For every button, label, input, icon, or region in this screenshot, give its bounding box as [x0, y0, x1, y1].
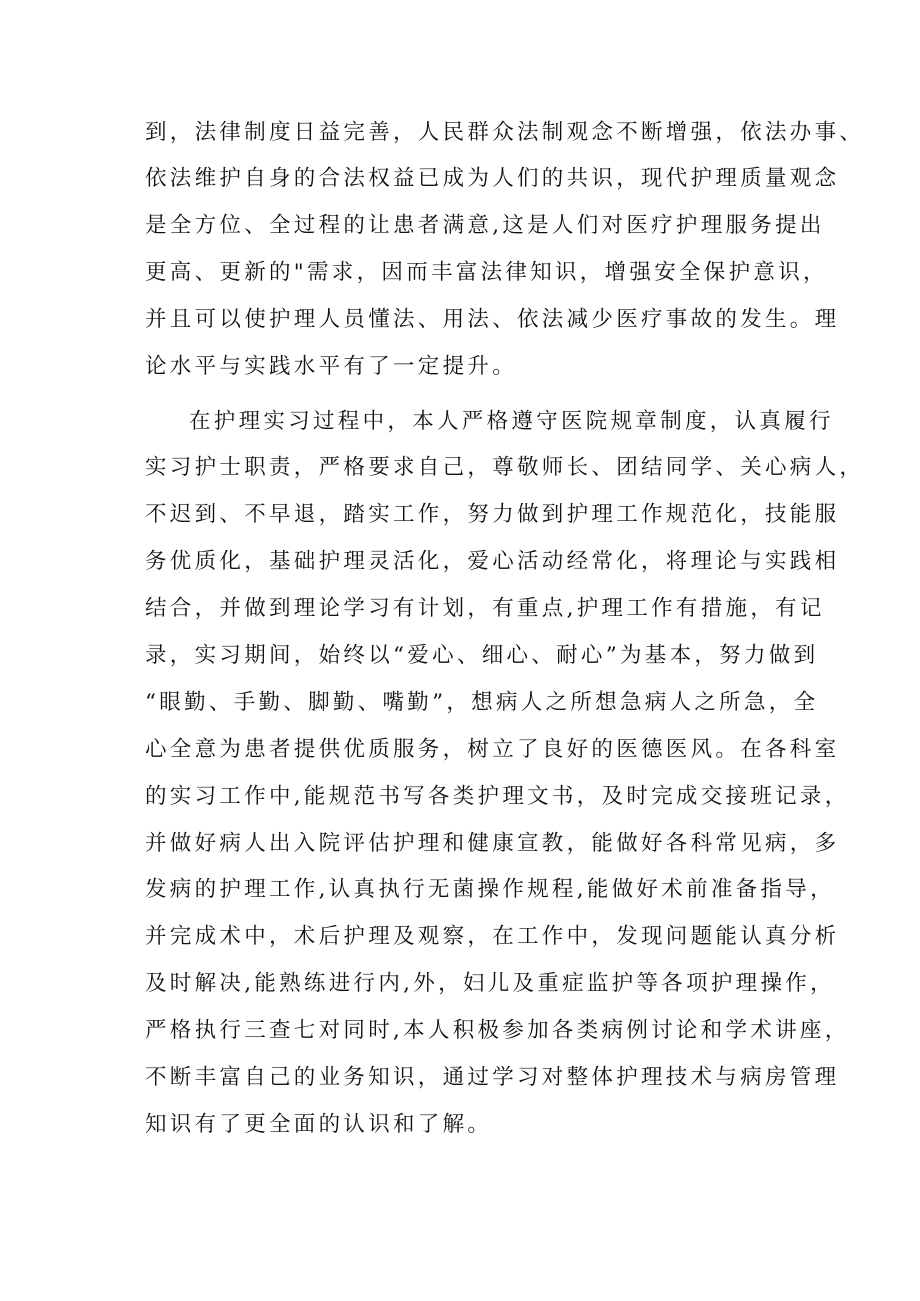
text-line: 论水平与实践水平有了一定提升。: [145, 354, 518, 379]
text-line: 并做好病人出入院评估护理和健康宣教，能做好各科常见病，多: [145, 831, 840, 856]
text-line: 心全意为患者提供优质服务，树立了良好的医德医风。在各科室: [145, 737, 840, 762]
text-line: 结合，并做到理论学习有计划，有重点,护理工作有措施，有记: [145, 596, 825, 621]
text-line: 到，法律制度日益完善，人民群众法制观念不断增强，依法办事、: [145, 120, 865, 145]
text-line: 并且可以使护理人员懂法、用法、依法减少医疗事故的发生。理: [145, 307, 840, 332]
text-line: 不断丰富自己的业务知识，通过学习对整体护理技术与病房管理: [145, 1065, 840, 1090]
text-line: 不迟到、不早退，踏实工作，努力做到护理工作规范化，技能服: [145, 502, 840, 527]
text-line: 严格执行三查七对同时,本人积极参加各类病例讨论和学术讲座，: [145, 1018, 850, 1043]
text-line: 并完成术中，术后护理及观察，在工作中，发现问题能认真分析: [145, 924, 840, 949]
text-line: 知识有了更全面的认识和了解。: [145, 1112, 493, 1137]
text-line: 务优质化，基础护理灵活化，爱心活动经常化，将理论与实践相: [145, 549, 840, 574]
text-line: 的实习工作中,能规范书写各类护理文书，及时完成交接班记录，: [145, 784, 850, 809]
text-line: 依法维护自身的合法权益已成为人们的共识，现代护理质量观念: [145, 166, 840, 191]
text-line: “眼勤、手勤、脚勤、嘴勤”，想病人之所想急病人之所急，全: [145, 690, 819, 715]
text-line: 发病的护理工作,认真执行无菌操作规程,能做好术前准备指导，: [145, 877, 835, 902]
text-line: 及时解决,能熟练进行内,外，妇儿及重症监护等各项护理操作，: [145, 971, 835, 996]
text-line: 更高、更新的"需求，因而丰富法律知识，增强安全保护意识，: [145, 260, 828, 285]
text-line: 是全方位、全过程的让患者满意,这是人们对医疗护理服务提出: [145, 213, 825, 238]
text-line: 录，实习期间，始终以“爱心、细心、耐心”为基本，努力做到: [145, 643, 819, 668]
text-line: 实习护士职责，严格要求自己，尊敬师长、团结同学、关心病人，: [145, 455, 865, 480]
text-line: 在护理实习过程中，本人严格遵守医院规章制度，认真履行: [189, 409, 834, 434]
